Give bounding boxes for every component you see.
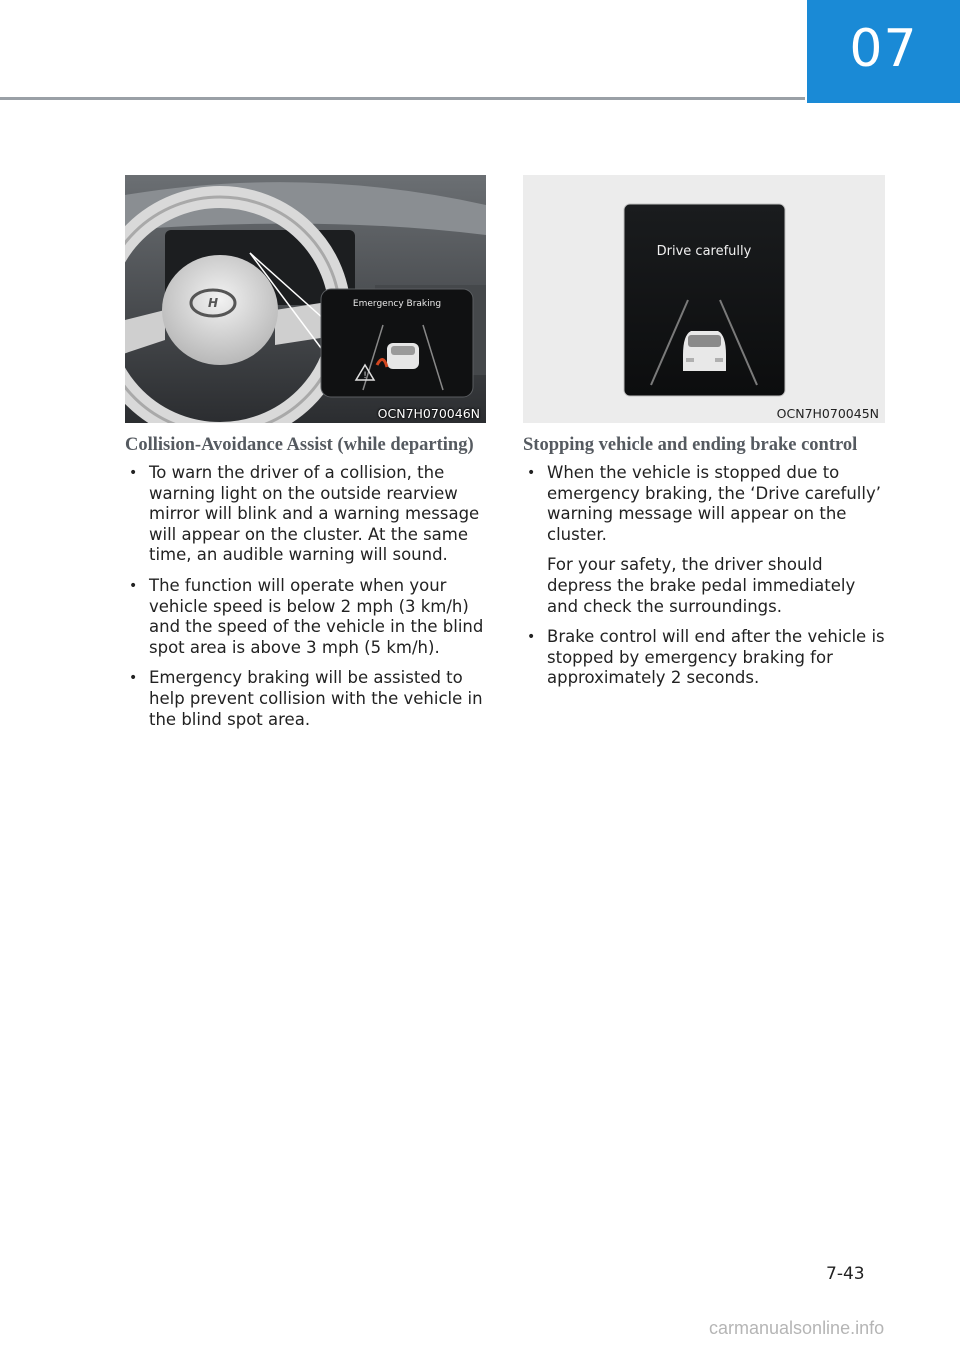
section-heading: Collision-Avoidance Assist (while departing)	[125, 435, 474, 455]
cluster-message: Drive carefully	[656, 244, 752, 259]
bullet-list	[523, 463, 887, 689]
callout-message: Emergency Braking	[352, 299, 442, 309]
section-heading: Stopping vehicle and ending brake control	[523, 435, 858, 455]
figure-drive-carefully	[523, 175, 885, 423]
steering-wheel-illustration	[125, 175, 486, 423]
figure-code: OCN7H070045N	[776, 406, 879, 421]
svg-text:H: H	[207, 296, 219, 310]
chapter-number: 07	[849, 18, 918, 79]
list-item: • The function will operate when your vehicle speed is below 2 mph (3 km/h) and the speed of the vehicle in the blind spot area is above 3 mph (5 km/h).	[125, 576, 489, 658]
svg-text:!: !	[363, 371, 367, 381]
page-number: 7-43	[826, 1264, 865, 1284]
list-item-text: When the vehicle is stopped due to emergency braking, the ‘Drive carefully’ warning message will appear on the cluster.	[547, 463, 881, 544]
bullet-list	[125, 463, 489, 730]
watermark: carmanualsonline.info	[709, 1318, 885, 1338]
list-item-subparagraph: For your safety, the driver should depress the brake pedal immediately and check the surroundings.	[547, 555, 856, 616]
list-item: • To warn the driver of a collision, the warning light on the outside rearview mirror will blink and a warning message will appear on the cluster. At the same time, an audible warning will sound.	[125, 463, 489, 566]
figure-emergency-braking	[125, 175, 486, 423]
chapter-tab	[807, 0, 960, 103]
section-stopping-vehicle	[523, 434, 887, 699]
list-item: • Emergency braking will be assisted to help prevent collision with the vehicle in the blind spot area.	[125, 668, 489, 730]
section-collision-avoidance	[125, 434, 489, 740]
figure-code: OCN7H070046N	[377, 406, 480, 421]
cluster-display-illustration	[523, 175, 885, 423]
list-item	[523, 463, 887, 617]
list-item: • Brake control will end after the vehicle is stopped by emergency braking for approximately 2 seconds.	[523, 627, 887, 689]
header-divider	[0, 97, 805, 100]
